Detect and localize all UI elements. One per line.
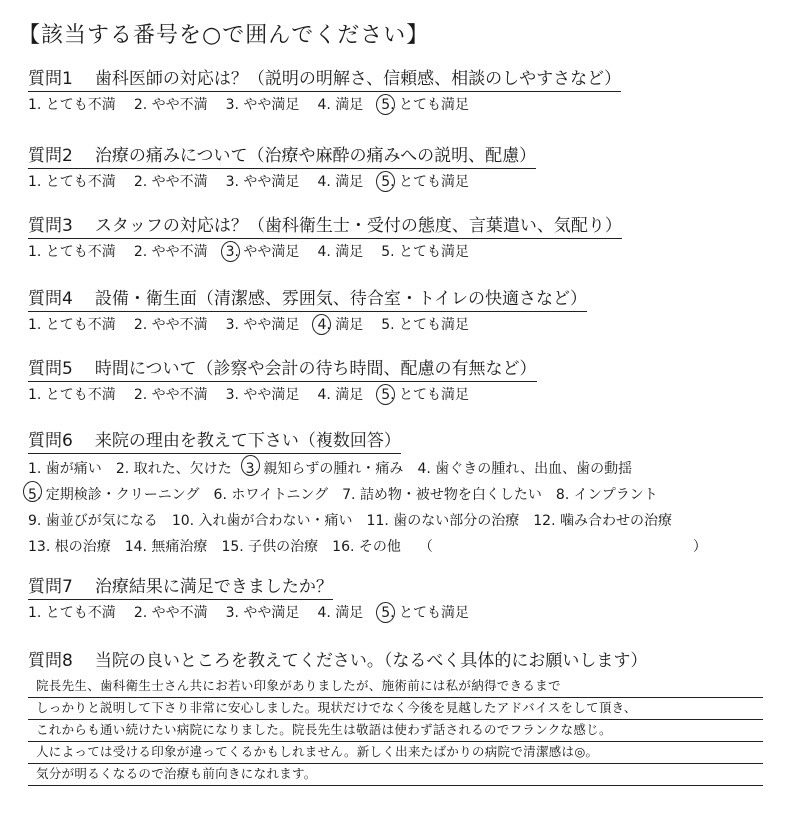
option-label: 5. とても満足 bbox=[381, 174, 470, 190]
option-label: 3. やや満足 bbox=[225, 317, 300, 333]
option[interactable] bbox=[317, 385, 363, 405]
option-label: 1. とても不満 bbox=[28, 605, 116, 621]
option[interactable] bbox=[226, 315, 300, 335]
option[interactable] bbox=[28, 95, 116, 115]
question-number: 質問4 bbox=[28, 289, 73, 309]
visit-reason-options bbox=[28, 456, 788, 560]
option-label: 14. 無痛治療 bbox=[124, 539, 208, 555]
option-label: 4. 満足 bbox=[317, 387, 364, 403]
circle-mark-icon bbox=[221, 241, 240, 262]
answer-line: これからも通い続けたい病院になりました。院長先生は敬語は使わず話されるのでフランクな感じ。 bbox=[28, 720, 763, 742]
circle-mark-icon bbox=[23, 481, 42, 502]
question-number: 質問7 bbox=[28, 577, 73, 597]
question-1-heading bbox=[28, 68, 621, 92]
rating-options bbox=[28, 95, 788, 115]
other-field-close: ） bbox=[692, 539, 707, 555]
option[interactable] bbox=[417, 456, 632, 482]
selected-option[interactable] bbox=[317, 315, 363, 335]
option[interactable] bbox=[317, 603, 363, 623]
selected-option[interactable] bbox=[381, 172, 469, 192]
option-label: 5. とても満足 bbox=[381, 244, 470, 260]
question-text: 歯科医師の対応は？（説明の明解さ、信頼感、相談のしやすさなど） bbox=[94, 69, 622, 89]
other-field-open[interactable]: （ bbox=[418, 539, 433, 555]
option-label: 2. やや不満 bbox=[133, 97, 208, 113]
option-label: 2. やや不満 bbox=[133, 244, 208, 260]
question-1 bbox=[28, 68, 788, 115]
option-label: 9. 歯並びが気になる bbox=[28, 513, 158, 529]
question-2 bbox=[28, 145, 788, 192]
option-row bbox=[28, 482, 788, 508]
option-label: 16. その他 bbox=[332, 539, 401, 555]
selected-option[interactable] bbox=[226, 242, 300, 262]
option-row bbox=[28, 508, 788, 534]
rating-options bbox=[28, 603, 788, 623]
question-number: 質問3 bbox=[28, 216, 73, 236]
option[interactable] bbox=[317, 242, 363, 262]
option-row bbox=[28, 534, 788, 560]
question-5-heading bbox=[28, 358, 537, 382]
option-label: 3. やや満足 bbox=[225, 244, 300, 260]
option-label: 1. とても不満 bbox=[28, 317, 116, 333]
option-label: 1. とても不満 bbox=[28, 97, 116, 113]
option-label: 13. 根の治療 bbox=[28, 539, 111, 555]
option[interactable] bbox=[221, 534, 318, 560]
option-label: 2. やや不満 bbox=[133, 317, 208, 333]
question-4-heading bbox=[28, 288, 587, 312]
option[interactable] bbox=[226, 172, 300, 192]
question-text: 来院の理由を教えて下さい（複数回答） bbox=[94, 431, 401, 451]
option-label: 2. やや不満 bbox=[133, 605, 208, 621]
option[interactable] bbox=[381, 242, 469, 262]
question-8 bbox=[28, 650, 788, 673]
option-label: 12. 噛み合わせの治療 bbox=[533, 513, 672, 529]
answer-line: 気分が明るくなるので治療も前向きになれます。 bbox=[28, 764, 763, 786]
option[interactable] bbox=[28, 172, 116, 192]
question-number: 質問6 bbox=[28, 431, 73, 451]
option[interactable] bbox=[226, 95, 300, 115]
option[interactable] bbox=[214, 482, 329, 508]
answer-line: 人によっては受ける印象が違ってくるかもしれません。新しく出来たばかりの病院で清潔感は◎。 bbox=[28, 742, 763, 764]
question-2-heading bbox=[28, 145, 536, 169]
option-label: 1. とても不満 bbox=[28, 174, 116, 190]
rating-options bbox=[28, 315, 788, 335]
handwritten-answer bbox=[28, 676, 763, 786]
option[interactable] bbox=[28, 315, 116, 335]
option-label: 5. とても満足 bbox=[381, 97, 470, 113]
option[interactable] bbox=[367, 508, 520, 534]
option[interactable] bbox=[226, 603, 300, 623]
option-label: 4. 満足 bbox=[317, 317, 364, 333]
option[interactable] bbox=[226, 385, 300, 405]
option[interactable] bbox=[125, 534, 208, 560]
option[interactable] bbox=[317, 172, 363, 192]
option-label: 3. やや満足 bbox=[225, 387, 300, 403]
page-title: 【該当する番号を○で囲んでください】 bbox=[18, 23, 430, 48]
option[interactable] bbox=[381, 315, 469, 335]
option-label: 1. 歯が痛い bbox=[28, 461, 102, 477]
selected-option[interactable] bbox=[28, 482, 200, 508]
option-label: 10. 入れ歯が合わない・痛い bbox=[171, 513, 353, 529]
question-number: 質問5 bbox=[28, 359, 73, 379]
option-label: 2. やや不満 bbox=[133, 387, 208, 403]
option[interactable] bbox=[28, 385, 116, 405]
option[interactable] bbox=[28, 242, 116, 262]
rating-options bbox=[28, 172, 788, 192]
option-label: 3. やや満足 bbox=[225, 97, 300, 113]
option[interactable] bbox=[28, 508, 158, 534]
option-label: 4. 満足 bbox=[317, 97, 364, 113]
question-text: 治療結果に満足できましたか？ bbox=[94, 577, 333, 597]
option[interactable] bbox=[134, 242, 208, 262]
option-label: 5. とても満足 bbox=[381, 605, 470, 621]
question-number: 質問8 bbox=[28, 651, 73, 671]
question-6 bbox=[28, 430, 788, 560]
question-text: 治療の痛みについて（治療や麻酔の痛みへの説明、配慮） bbox=[94, 146, 537, 166]
question-3-heading bbox=[28, 215, 622, 239]
question-3 bbox=[28, 215, 788, 262]
option-label: 5. 定期検診・クリーニング bbox=[28, 487, 200, 503]
option[interactable] bbox=[28, 534, 111, 560]
selected-option[interactable] bbox=[381, 385, 469, 405]
answer-line: しっかりと説明して下さり非常に安心しました。現状だけでなく今後を見越したアドバイスをして頂き、 bbox=[28, 698, 763, 720]
option-label: 15. 子供の治療 bbox=[221, 539, 319, 555]
option[interactable] bbox=[134, 95, 208, 115]
option[interactable] bbox=[134, 603, 208, 623]
option-label: 7. 詰め物・被せ物を白くしたい bbox=[342, 487, 542, 503]
option[interactable] bbox=[134, 315, 208, 335]
option-label: 3. やや満足 bbox=[225, 605, 300, 621]
option-label: 1. とても不満 bbox=[28, 244, 116, 260]
option[interactable] bbox=[332, 534, 401, 560]
question-text: 時間について（診察や会計の待ち時間、配慮の有無など） bbox=[94, 359, 537, 379]
option-label: 3. やや満足 bbox=[225, 174, 300, 190]
question-number: 質問2 bbox=[28, 146, 73, 166]
option-label: 5. とても満足 bbox=[381, 387, 470, 403]
option[interactable] bbox=[28, 603, 116, 623]
option-label: 1. とても不満 bbox=[28, 387, 116, 403]
option[interactable] bbox=[342, 482, 542, 508]
option-label: 4. 満足 bbox=[317, 174, 364, 190]
option[interactable] bbox=[317, 95, 363, 115]
question-7-heading bbox=[28, 576, 333, 600]
question-8-heading bbox=[28, 650, 647, 673]
option-label: 4. 歯ぐきの腫れ、出血、歯の動揺 bbox=[417, 461, 633, 477]
option[interactable] bbox=[134, 385, 208, 405]
rating-options bbox=[28, 385, 788, 405]
question-text: 設備・衛生面（清潔感、雰囲気、待合室・トイレの快適さなど） bbox=[94, 289, 587, 309]
option[interactable] bbox=[556, 482, 658, 508]
question-text: 当院の良いところを教えてください。（なるべく具体的にお願いします） bbox=[94, 651, 648, 671]
question-4 bbox=[28, 288, 788, 335]
option[interactable] bbox=[28, 456, 102, 482]
option-label: 5. とても満足 bbox=[381, 317, 470, 333]
selected-option[interactable] bbox=[246, 456, 404, 482]
answer-line: 院長先生、歯科衛生士さん共にお若い印象がありましたが、施術前には私が納得できるまで bbox=[28, 676, 763, 698]
option-label: 3. 親知らずの腫れ・痛み bbox=[245, 461, 404, 477]
question-text: スタッフの対応は？（歯科衛生士・受付の態度、言葉遣い、気配り） bbox=[94, 216, 622, 236]
option[interactable] bbox=[134, 172, 208, 192]
question-7 bbox=[28, 576, 788, 623]
question-number: 質問1 bbox=[28, 69, 73, 89]
option-label: 2. やや不満 bbox=[133, 174, 208, 190]
circle-mark-icon bbox=[241, 455, 260, 476]
option-row bbox=[28, 456, 788, 482]
option[interactable] bbox=[172, 508, 353, 534]
question-6-heading bbox=[28, 430, 401, 454]
option-label: 4. 満足 bbox=[317, 244, 364, 260]
option-label: 8. インプラント bbox=[555, 487, 658, 503]
option-label: 4. 満足 bbox=[317, 605, 364, 621]
option[interactable] bbox=[533, 508, 672, 534]
option-label: 6. ホワイトニング bbox=[213, 487, 329, 503]
rating-options bbox=[28, 242, 788, 262]
selected-option[interactable] bbox=[381, 603, 469, 623]
question-5 bbox=[28, 358, 788, 405]
selected-option[interactable] bbox=[381, 95, 469, 115]
option-label: 11. 歯のない部分の治療 bbox=[366, 513, 520, 529]
option[interactable] bbox=[116, 456, 232, 482]
option-label: 2. 取れた、欠けた bbox=[115, 461, 232, 477]
